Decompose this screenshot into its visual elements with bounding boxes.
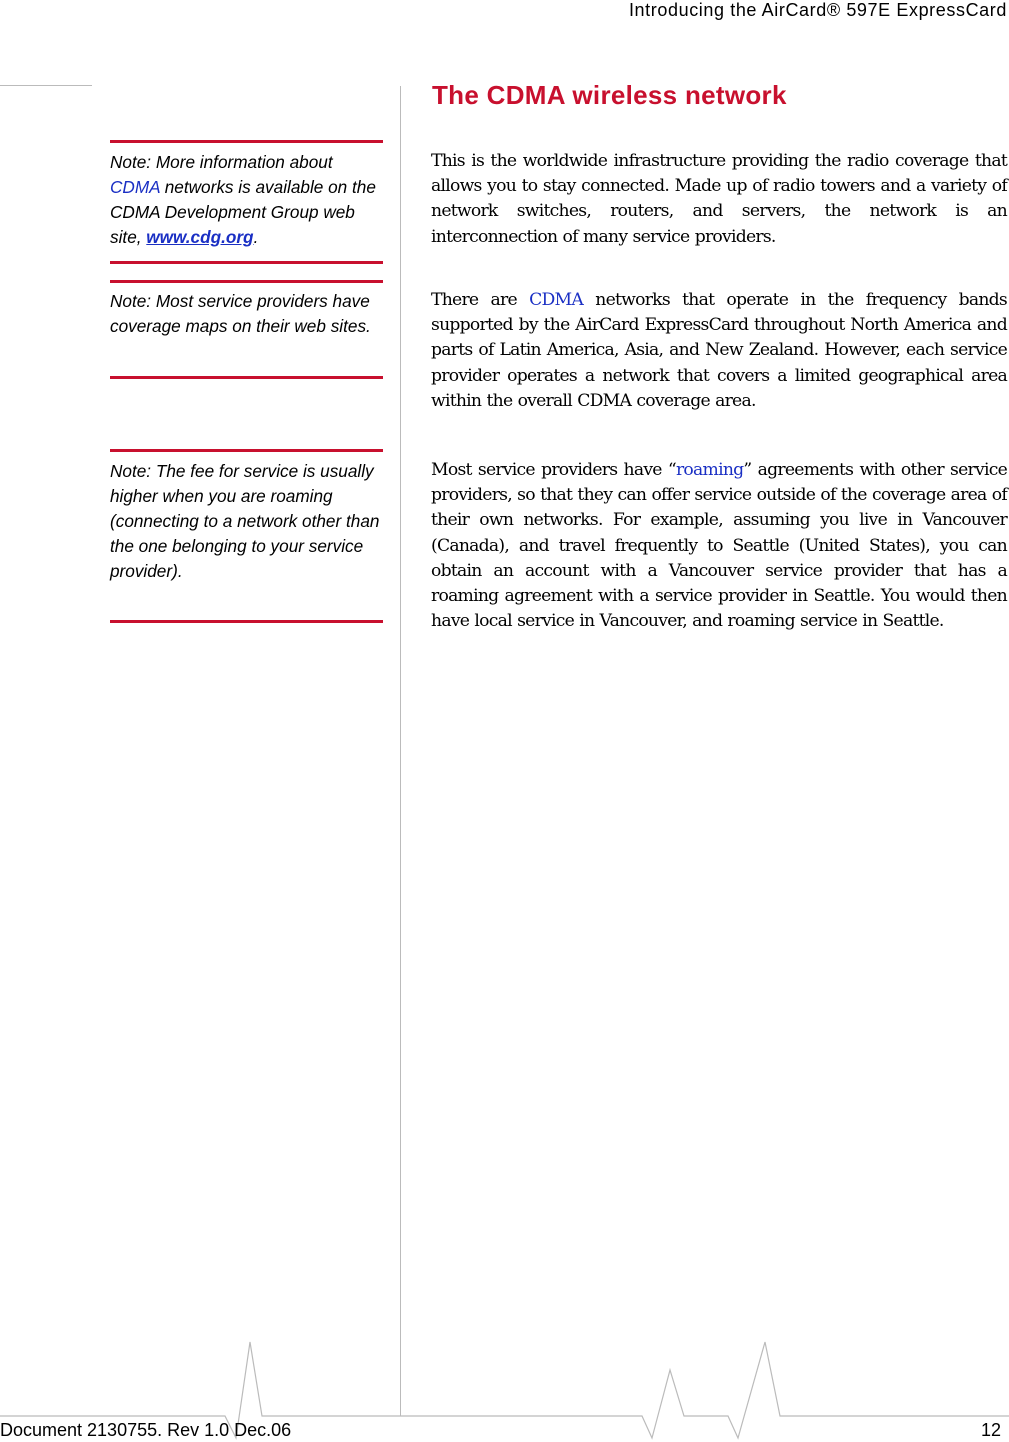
note-2: Note: Most service providers have coverage maps on their web sites. xyxy=(110,291,371,336)
column-divider xyxy=(400,86,401,1416)
note-1-top-bar xyxy=(110,140,383,143)
page-number: 12 xyxy=(980,1420,1001,1440)
cdma-glossary-link[interactable]: CDMA xyxy=(529,290,584,310)
note-2-top-bar xyxy=(110,280,383,283)
note-3: Note: The fee for service is usually higher when you are roaming (connecting to a network other than the one belonging to your service provider). xyxy=(110,461,380,581)
note-1 xyxy=(110,150,382,250)
section-heading: The CDMA wireless network xyxy=(432,80,787,110)
note-1-bottom-bar xyxy=(110,261,383,264)
note-1-prefix: Note: More information about xyxy=(110,152,333,172)
footer-document-id: Document 2130755. Rev 1.0 Dec.06 xyxy=(0,1420,292,1440)
paragraph-2-before: There are xyxy=(431,290,530,310)
paragraph-3 xyxy=(431,458,1007,634)
roaming-glossary-link[interactable]: roaming xyxy=(675,460,744,480)
note-1-mid: networks is available on the CDMA Development Group web site, xyxy=(110,177,376,247)
cdma-term-link[interactable]: CDMA xyxy=(110,177,160,197)
note-3-bottom-bar xyxy=(110,620,383,623)
note-3-top-bar xyxy=(110,449,383,452)
header-rule xyxy=(0,85,92,86)
running-header: Introducing the AirCard® 597E ExpressCard xyxy=(628,0,1007,20)
paragraph-3-before: Most service providers have “ xyxy=(431,460,676,480)
paragraph-2-after: networks that operate in the frequency bands supported by the AirCard ExpressCard throughout North America and parts of Latin America, Asia, and New Zealand. However, each service provider operates a network that covers a limited geographical area within the overall CDMA coverage area. xyxy=(431,290,1007,411)
cdg-web-link[interactable]: www.cdg.org xyxy=(146,227,254,247)
paragraph-2 xyxy=(431,288,1007,414)
note-2-bottom-bar xyxy=(110,376,383,379)
paragraph-1: This is the worldwide infrastructure providing the radio coverage that allows you to stay connected. Made up of radio towers and a variety of network switches, routers, and servers, the network is an interconnection of many service providers. xyxy=(431,151,1007,247)
paragraph-3-after: ” agreements with other service providers, so that they can offer service outside of the coverage area of their own networks. For example, assuming you live in Vancouver (Canada), and travel frequently to Seattle (United States), you can obtain an account with a Vancouver service provider that has a roaming agreement with a service provider in Seattle. You would then have local service in Vancouver, and roaming service in Seattle. xyxy=(431,460,1007,632)
note-1-suffix: . xyxy=(253,227,259,247)
